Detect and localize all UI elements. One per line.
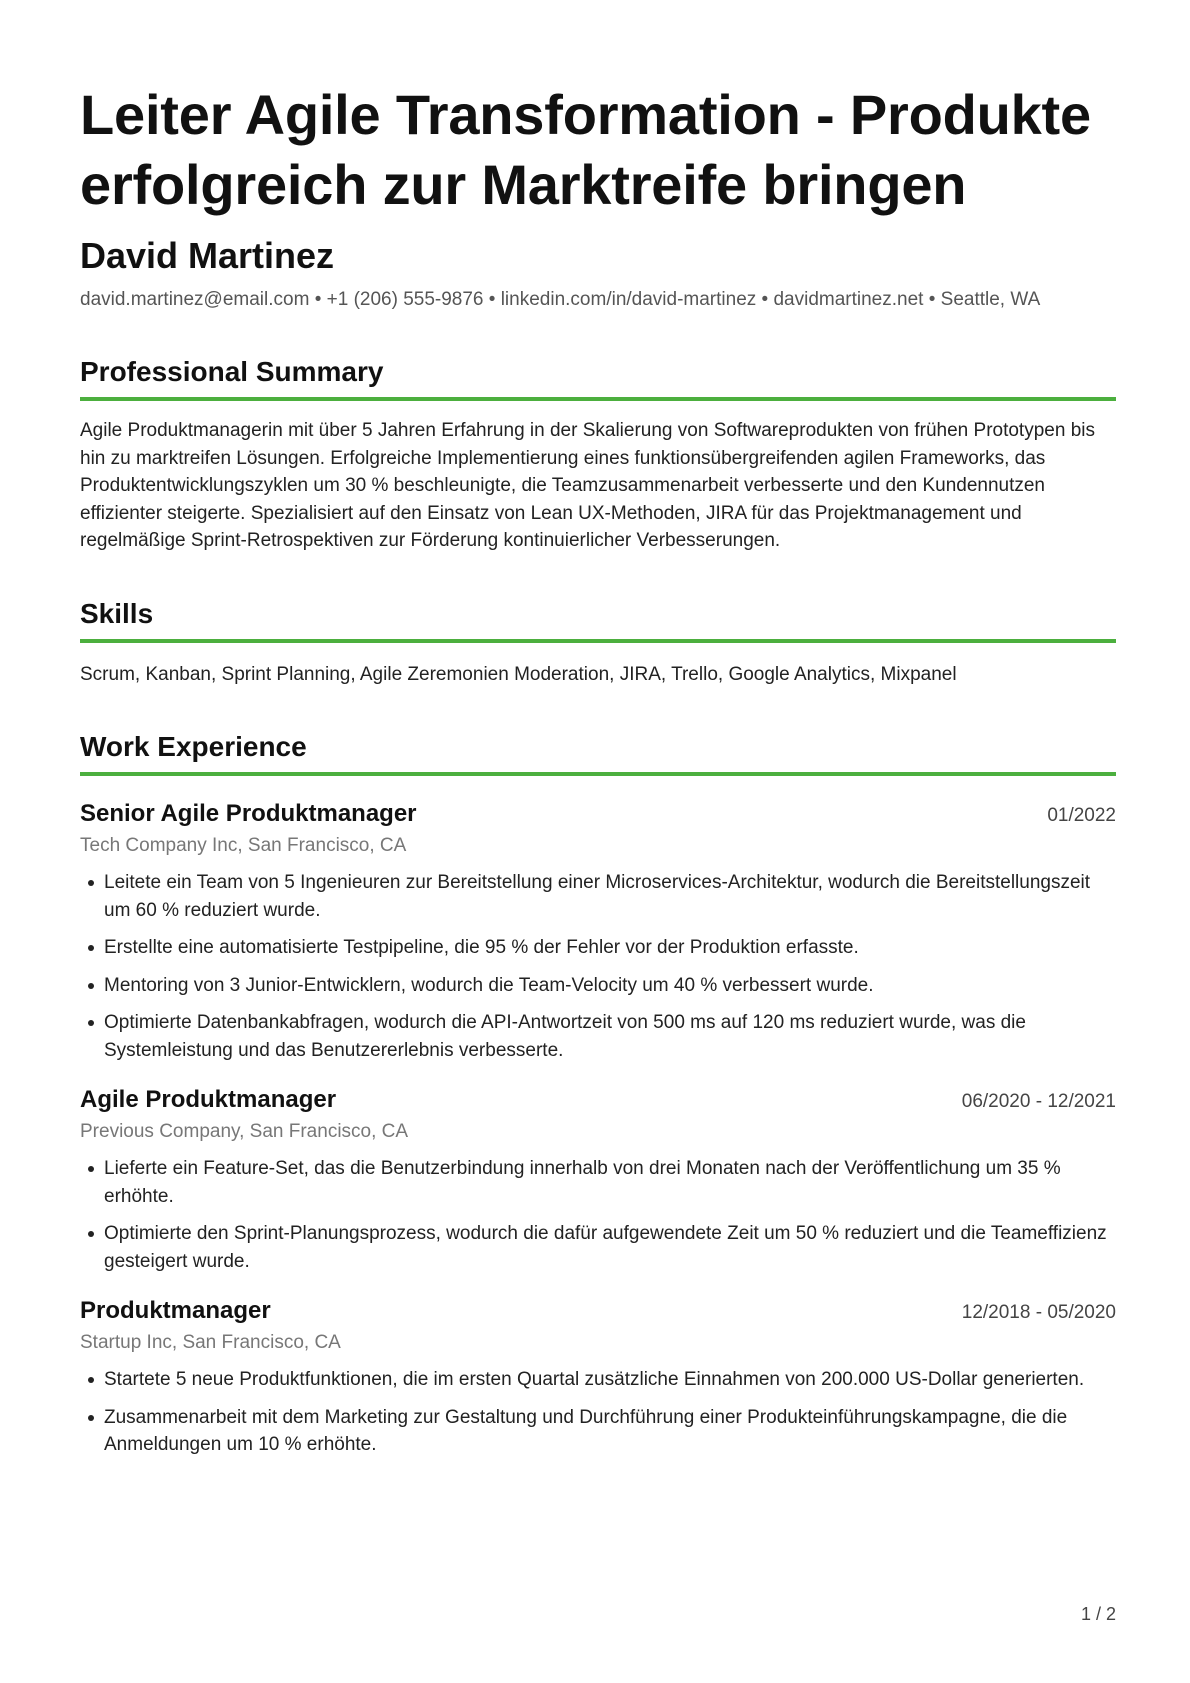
summary-section <box>80 355 1116 555</box>
job-entry <box>80 1084 1116 1275</box>
job-date: 06/2020 - 12/2021 <box>961 1091 1116 1112</box>
job-list <box>80 798 1116 1459</box>
bullet-icon <box>88 880 94 886</box>
bullet-text: Optimierte den Sprint-Planungsprozess, wodurch die dafür aufgewendete Zeit um 50 % reduziert und die Teameffizienz gesteigert wurde. <box>104 1223 1107 1272</box>
job-company: Previous Company, San Francisco, CA <box>80 1121 409 1142</box>
section-title-experience: Work Experience <box>80 730 1116 776</box>
job-title: Produktmanager <box>80 1297 271 1324</box>
list-item <box>80 934 1116 962</box>
list-item <box>80 1366 1116 1394</box>
bullet-icon <box>88 945 94 951</box>
section-title-skills: Skills <box>80 597 1116 643</box>
resume-page <box>80 80 1116 1469</box>
list-item <box>80 1155 1116 1210</box>
skills-text: Scrum, Kanban, Sprint Planning, Agile Zeremonien Moderation, JIRA, Trello, Google Analytics, Mixpanel <box>80 663 957 685</box>
list-item <box>80 972 1116 1000</box>
job-entry <box>80 1295 1116 1459</box>
bullet-text: Leitete ein Team von 5 Ingenieuren zur Bereitstellung einer Microservices-Architektur, wodurch die Bereitstellungszeit um 60 % reduziert wurde. <box>104 872 1091 921</box>
job-company: Tech Company Inc, San Francisco, CA <box>80 835 407 856</box>
candidate-name: David Martinez <box>80 235 335 276</box>
job-bullets <box>80 869 1116 1064</box>
job-title: Senior Agile Produktmanager <box>80 800 417 827</box>
bullet-icon <box>88 1166 94 1172</box>
job-date: 12/2018 - 05/2020 <box>961 1302 1116 1323</box>
bullet-text: Startete 5 neue Produktfunktionen, die im ersten Quartal zusätzliche Einnahmen von 200.000 US-Dollar generierten. <box>104 1369 1085 1390</box>
page-number: 1 / 2 <box>1080 1604 1116 1624</box>
list-item <box>80 1404 1116 1459</box>
experience-section <box>80 730 1116 1459</box>
bullet-icon <box>88 1231 94 1237</box>
resume-headline: Leiter Agile Transformation - Produkte erfolgreich zur Marktreife bringen <box>80 83 1091 216</box>
summary-text: Agile Produktmanagerin mit über 5 Jahren Erfahrung in der Skalierung von Softwareprodukten von frühen Prototypen bis hin zu marktreifen Lösungen. Erfolgreiche Implementierung eines funktionsübergreifenden agilen Frameworks, das Produktentwicklungszyklen um 30 % beschleunigte, die Teamzusammenarbeit verbesserte und den Kundennutzen effizienter steigerte. Spezialisiert auf den Einsatz von Lean UX-Methoden, JIRA für das Projektmanagement und regelmäßige Sprint-Retrospektiven zur Förderung kontinuierlicher Verbesserungen. <box>80 420 1095 551</box>
bullet-text: Zusammenarbeit mit dem Marketing zur Gestaltung und Durchführung einer Produkteinführungskampagne, die die Anmeldungen um 10 % erhöhte. <box>104 1406 1068 1455</box>
list-item <box>80 1220 1116 1275</box>
bullet-icon <box>88 1020 94 1026</box>
contact-info: david.martinez@email.com • +1 (206) 555-9876 • linkedin.com/in/david-martinez • davidmartinez.net • Seattle, WA <box>80 289 1041 310</box>
job-entry <box>80 798 1116 1064</box>
bullet-icon <box>88 1415 94 1421</box>
bullet-icon <box>88 1377 94 1383</box>
job-company: Startup Inc, San Francisco, CA <box>80 1332 341 1353</box>
bullet-text: Mentoring von 3 Junior-Entwicklern, wodurch die Team-Velocity um 40 % verbessert wurde. <box>104 974 874 996</box>
job-title: Agile Produktmanager <box>80 1086 337 1113</box>
section-title-summary: Professional Summary <box>80 355 1116 401</box>
bullet-icon <box>88 983 94 989</box>
list-item <box>80 869 1116 924</box>
job-date: 01/2022 <box>1047 805 1116 826</box>
skills-section <box>80 597 1116 689</box>
bullet-text: Optimierte Datenbankabfragen, wodurch die API-Antwortzeit von 500 ms auf 120 ms reduziert wurde, was die Systemleistung und das Benutzererlebnis verbesserte. <box>104 1012 1026 1061</box>
bullet-text: Lieferte ein Feature-Set, das die Benutzerbindung innerhalb von drei Monaten nach der Veröffentlichung um 35 % erhöhte. <box>104 1158 1061 1207</box>
list-item <box>80 1009 1116 1064</box>
job-bullets <box>80 1155 1116 1275</box>
job-bullets <box>80 1366 1116 1459</box>
bullet-text: Erstellte eine automatisierte Testpipeline, die 95 % der Fehler vor der Produktion erfasste. <box>104 937 859 958</box>
